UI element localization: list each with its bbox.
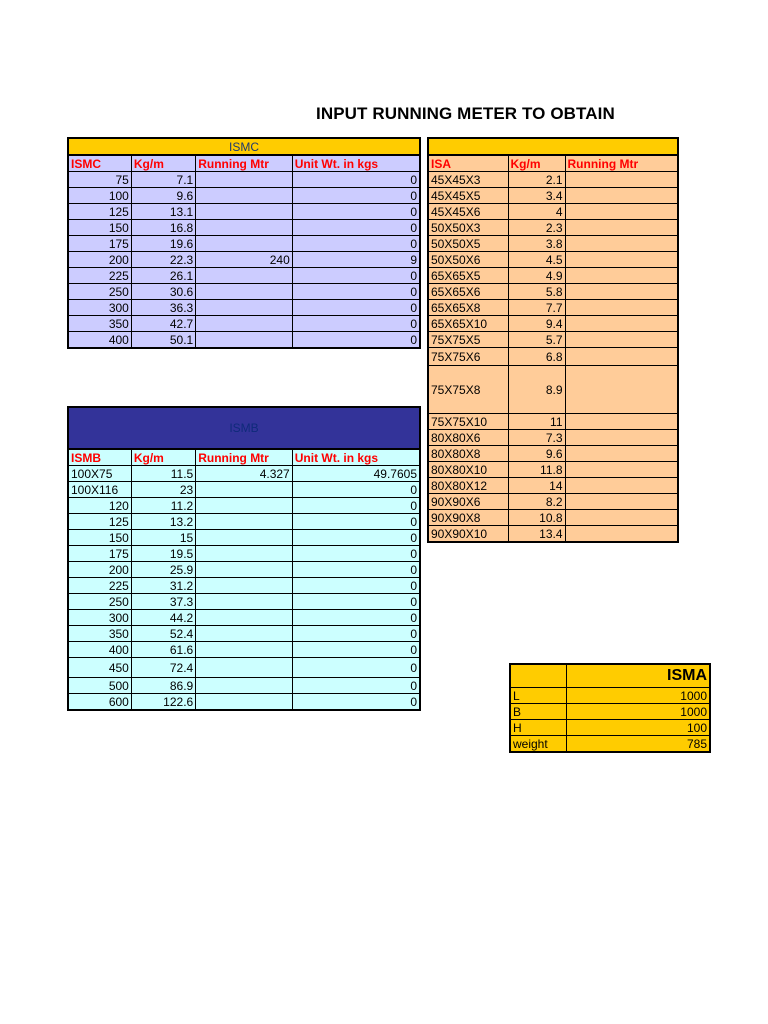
- ismb-cell: 19.5: [131, 546, 195, 562]
- isa-banner: [428, 138, 678, 155]
- isa-cell: 75X75X6: [428, 348, 508, 366]
- isa-row: [428, 446, 678, 462]
- ismc-cell: 36.3: [131, 300, 195, 316]
- ismb-cell[interactable]: [196, 498, 293, 514]
- ismb-banner-row: [68, 407, 420, 449]
- isa-row: [428, 414, 678, 430]
- ismc-cell[interactable]: [196, 220, 293, 236]
- ismb-row: [68, 694, 420, 711]
- isa-cell: 4: [508, 204, 565, 220]
- ismc-cell: 9.6: [131, 188, 195, 204]
- ismb-cell: 52.4: [131, 626, 195, 642]
- isa-cell: 90X90X8: [428, 510, 508, 526]
- ismb-cell: 0: [292, 562, 420, 578]
- isa-cell: 5.8: [508, 284, 565, 300]
- isa-cell: 65X65X8: [428, 300, 508, 316]
- ismb-cell: 0: [292, 530, 420, 546]
- isa-row: [428, 478, 678, 494]
- isa-row: [428, 462, 678, 478]
- isa-banner-row: [428, 138, 678, 155]
- ismb-row: [68, 642, 420, 658]
- ismc-header-row: [68, 155, 420, 172]
- ismb-cell[interactable]: [196, 594, 293, 610]
- ismb-cell: 72.4: [131, 658, 195, 678]
- ismb-cell: 15: [131, 530, 195, 546]
- ismb-cell: 100X116: [68, 482, 131, 498]
- ismb-cell: 0: [292, 498, 420, 514]
- isma-cell: L: [510, 688, 566, 704]
- ismb-cell: 450: [68, 658, 131, 678]
- ismc-row: [68, 316, 420, 332]
- ismb-cell: 500: [68, 678, 131, 694]
- isa-cell[interactable]: [565, 220, 678, 236]
- ismb-cell: 0: [292, 514, 420, 530]
- ismb-cell: 200: [68, 562, 131, 578]
- ismb-row: [68, 514, 420, 530]
- ismc-cell[interactable]: [196, 268, 293, 284]
- isma-cell: H: [510, 720, 566, 736]
- isa-cell: 10.8: [508, 510, 565, 526]
- ismb-cell: 0: [292, 678, 420, 694]
- ismb-cell: 0: [292, 482, 420, 498]
- isa-row: [428, 268, 678, 284]
- isa-cell[interactable]: [565, 366, 678, 414]
- ismc-banner-row: [68, 138, 420, 155]
- ismb-cell[interactable]: [196, 658, 293, 678]
- isma-cell: weight: [510, 736, 566, 753]
- isa-cell[interactable]: [565, 526, 678, 543]
- isa-cell: 50X50X6: [428, 252, 508, 268]
- ismb-row: [68, 658, 420, 678]
- ismc-row: [68, 284, 420, 300]
- isa-row: [428, 526, 678, 543]
- ismb-row: [68, 498, 420, 514]
- ismb-banner: ISMB: [68, 407, 420, 449]
- isma-row: [510, 704, 710, 720]
- ismb-cell[interactable]: [196, 546, 293, 562]
- isa-cell: 65X65X6: [428, 284, 508, 300]
- isa-cell: 13.4: [508, 526, 565, 543]
- ismc-table: [67, 137, 421, 349]
- ismb-cell: 25.9: [131, 562, 195, 578]
- isa-row: [428, 494, 678, 510]
- ismb-cell[interactable]: [196, 678, 293, 694]
- isa-cell: 2.3: [508, 220, 565, 236]
- isa-cell: 80X80X8: [428, 446, 508, 462]
- isa-cell: 65X65X10: [428, 316, 508, 332]
- isma-row: [510, 688, 710, 704]
- ismc-cell: 300: [68, 300, 131, 316]
- isa-cell: 9.4: [508, 316, 565, 332]
- ismc-cell: 400: [68, 332, 131, 349]
- ismc-cell: 200: [68, 252, 131, 268]
- ismb-header-cell: Unit Wt. in kgs: [292, 449, 420, 466]
- isa-row: [428, 430, 678, 446]
- ismc-cell: 0: [292, 188, 420, 204]
- isa-cell: 4.9: [508, 268, 565, 284]
- ismc-cell: 125: [68, 204, 131, 220]
- isa-cell[interactable]: [565, 268, 678, 284]
- ismc-header-cell: ISMC: [68, 155, 131, 172]
- isa-row: [428, 252, 678, 268]
- ismb-header-cell: Kg/m: [131, 449, 195, 466]
- isa-cell[interactable]: [565, 252, 678, 268]
- isa-cell: 45X45X6: [428, 204, 508, 220]
- isa-cell: 9.6: [508, 446, 565, 462]
- ismc-cell: 7.1: [131, 172, 195, 188]
- ismc-cell: 9: [292, 252, 420, 268]
- isa-cell: 80X80X10: [428, 462, 508, 478]
- page-title: INPUT RUNNING METER TO OBTAIN: [316, 104, 615, 123]
- isa-row: [428, 300, 678, 316]
- isa-cell: 80X80X12: [428, 478, 508, 494]
- isma-title-row: [510, 664, 710, 688]
- ismb-cell: 175: [68, 546, 131, 562]
- isa-cell: 75X75X10: [428, 414, 508, 430]
- isma-row: [510, 720, 710, 736]
- isma-cell: 1000: [566, 688, 710, 704]
- isa-cell: 7.3: [508, 430, 565, 446]
- isa-cell: 4.5: [508, 252, 565, 268]
- isma-cell: 1000: [566, 704, 710, 720]
- isa-cell[interactable]: [565, 462, 678, 478]
- ismb-row: [68, 578, 420, 594]
- ismc-cell[interactable]: [196, 236, 293, 252]
- ismb-cell: 0: [292, 594, 420, 610]
- ismb-header-row: [68, 449, 420, 466]
- ismb-cell: 0: [292, 610, 420, 626]
- isa-cell: 14: [508, 478, 565, 494]
- isa-row: [428, 332, 678, 348]
- ismb-cell: 100X75: [68, 466, 131, 482]
- ismb-row: [68, 530, 420, 546]
- ismb-cell: 300: [68, 610, 131, 626]
- isa-cell[interactable]: [565, 300, 678, 316]
- isa-row: [428, 284, 678, 300]
- ismc-cell[interactable]: [196, 284, 293, 300]
- ismc-cell: 350: [68, 316, 131, 332]
- ismc-cell: 225: [68, 268, 131, 284]
- ismc-cell: 75: [68, 172, 131, 188]
- ismc-row: [68, 268, 420, 284]
- ismb-cell: 0: [292, 546, 420, 562]
- ismb-cell: 61.6: [131, 642, 195, 658]
- ismc-cell[interactable]: [196, 300, 293, 316]
- ismb-row: [68, 678, 420, 694]
- ismc-cell: 42.7: [131, 316, 195, 332]
- isa-cell: 75X75X8: [428, 366, 508, 414]
- ismb-cell: 31.2: [131, 578, 195, 594]
- isa-cell: 11.8: [508, 462, 565, 478]
- isa-cell[interactable]: [565, 332, 678, 348]
- isa-cell: 11: [508, 414, 565, 430]
- ismb-cell: 150: [68, 530, 131, 546]
- isa-row: [428, 188, 678, 204]
- ismc-row: [68, 220, 420, 236]
- ismb-row: [68, 626, 420, 642]
- isa-cell: 6.8: [508, 348, 565, 366]
- ismc-cell: 0: [292, 316, 420, 332]
- ismb-cell: 122.6: [131, 694, 195, 711]
- isa-cell[interactable]: [565, 510, 678, 526]
- isa-cell: 75X75X5: [428, 332, 508, 348]
- isa-cell: 90X90X6: [428, 494, 508, 510]
- ismb-cell[interactable]: [196, 530, 293, 546]
- ismc-cell: 0: [292, 268, 420, 284]
- isa-header-cell: Kg/m: [508, 155, 565, 172]
- ismc-cell: 30.6: [131, 284, 195, 300]
- ismb-table: [67, 406, 421, 711]
- isa-cell[interactable]: [565, 494, 678, 510]
- isa-row: [428, 204, 678, 220]
- ismc-row: [68, 252, 420, 268]
- ismc-cell: 100: [68, 188, 131, 204]
- ismb-cell: 13.2: [131, 514, 195, 530]
- ismb-cell: 0: [292, 642, 420, 658]
- ismb-row: [68, 466, 420, 482]
- isa-cell[interactable]: [565, 348, 678, 366]
- isa-cell: 3.4: [508, 188, 565, 204]
- ismb-row: [68, 610, 420, 626]
- ismb-cell: 11.2: [131, 498, 195, 514]
- ismb-header-cell: Running Mtr: [196, 449, 293, 466]
- ismc-row: [68, 300, 420, 316]
- ismc-header-cell: Kg/m: [131, 155, 195, 172]
- isa-cell[interactable]: [565, 284, 678, 300]
- isa-cell: 3.8: [508, 236, 565, 252]
- ismb-cell: 23: [131, 482, 195, 498]
- isa-row: [428, 236, 678, 252]
- isa-cell: 5.7: [508, 332, 565, 348]
- ismc-cell: 0: [292, 204, 420, 220]
- isma-row: [510, 736, 710, 753]
- ismc-cell[interactable]: 240: [196, 252, 293, 268]
- isa-cell[interactable]: [565, 204, 678, 220]
- ismc-cell: 50.1: [131, 332, 195, 349]
- ismb-cell: 350: [68, 626, 131, 642]
- isa-cell: 7.7: [508, 300, 565, 316]
- ismb-cell: 37.3: [131, 594, 195, 610]
- isa-row: [428, 510, 678, 526]
- isma-cell: 100: [566, 720, 710, 736]
- isa-table: [427, 137, 679, 543]
- ismc-cell: 16.8: [131, 220, 195, 236]
- isa-cell: 80X80X6: [428, 430, 508, 446]
- ismb-cell: 120: [68, 498, 131, 514]
- isa-header-row: [428, 155, 678, 172]
- ismb-cell: 0: [292, 658, 420, 678]
- isma-title: ISMA: [566, 664, 710, 688]
- isma-cell: 785: [566, 736, 710, 753]
- isa-cell: 45X45X5: [428, 188, 508, 204]
- ismc-banner: ISMC: [68, 138, 420, 155]
- ismb-cell: 86.9: [131, 678, 195, 694]
- ismb-cell: 600: [68, 694, 131, 711]
- ismc-header-cell: Running Mtr: [196, 155, 293, 172]
- ismb-cell[interactable]: [196, 610, 293, 626]
- ismb-cell: 11.5: [131, 466, 195, 482]
- ismc-cell: 0: [292, 332, 420, 349]
- ismc-cell: 19.6: [131, 236, 195, 252]
- ismc-cell: 0: [292, 284, 420, 300]
- isa-row: [428, 220, 678, 236]
- ismc-cell[interactable]: [196, 188, 293, 204]
- isma-cell: B: [510, 704, 566, 720]
- ismb-cell: 225: [68, 578, 131, 594]
- isa-cell: 2.1: [508, 172, 565, 188]
- ismc-cell[interactable]: [196, 172, 293, 188]
- ismb-row: [68, 594, 420, 610]
- isa-header-cell: ISA: [428, 155, 508, 172]
- ismc-cell[interactable]: [196, 332, 293, 349]
- ismc-cell: 250: [68, 284, 131, 300]
- ismb-header-cell: ISMB: [68, 449, 131, 466]
- isa-cell[interactable]: [565, 446, 678, 462]
- ismc-header-cell: Unit Wt. in kgs: [292, 155, 420, 172]
- ismb-cell: 49.7605: [292, 466, 420, 482]
- ismb-cell[interactable]: [196, 578, 293, 594]
- ismb-row: [68, 482, 420, 498]
- isa-cell[interactable]: [565, 414, 678, 430]
- isa-cell[interactable]: [565, 316, 678, 332]
- ismc-row: [68, 172, 420, 188]
- isa-cell[interactable]: [565, 236, 678, 252]
- ismc-cell[interactable]: [196, 316, 293, 332]
- ismc-cell: 0: [292, 220, 420, 236]
- ismb-cell[interactable]: [196, 694, 293, 711]
- ismc-row: [68, 236, 420, 252]
- ismb-cell[interactable]: [196, 514, 293, 530]
- ismc-cell: 13.1: [131, 204, 195, 220]
- ismb-cell: 400: [68, 642, 131, 658]
- isa-cell: 65X65X5: [428, 268, 508, 284]
- isa-cell[interactable]: [565, 430, 678, 446]
- ismb-cell[interactable]: 4.327: [196, 466, 293, 482]
- ismc-row: [68, 332, 420, 349]
- isa-cell: 8.2: [508, 494, 565, 510]
- ismc-cell: 0: [292, 236, 420, 252]
- ismb-cell: 0: [292, 578, 420, 594]
- isa-cell: 8.9: [508, 366, 565, 414]
- ismc-cell: 26.1: [131, 268, 195, 284]
- ismb-row: [68, 546, 420, 562]
- ismc-row: [68, 188, 420, 204]
- isa-cell[interactable]: [565, 188, 678, 204]
- isa-row: [428, 348, 678, 366]
- ismb-cell: 250: [68, 594, 131, 610]
- ismb-cell[interactable]: [196, 482, 293, 498]
- ismc-cell[interactable]: [196, 204, 293, 220]
- ismc-cell: 0: [292, 172, 420, 188]
- isma-table: [509, 663, 711, 753]
- isa-cell: 90X90X10: [428, 526, 508, 543]
- ismb-cell: 0: [292, 626, 420, 642]
- ismc-cell: 0: [292, 300, 420, 316]
- ismb-cell[interactable]: [196, 626, 293, 642]
- ismb-row: [68, 562, 420, 578]
- isa-cell[interactable]: [565, 478, 678, 494]
- isa-row: [428, 172, 678, 188]
- ismb-cell: 125: [68, 514, 131, 530]
- ismb-cell[interactable]: [196, 642, 293, 658]
- isa-cell: 45X45X3: [428, 172, 508, 188]
- ismb-cell: 0: [292, 694, 420, 711]
- ismc-cell: 175: [68, 236, 131, 252]
- isa-header-cell: Running Mtr: [565, 155, 678, 172]
- isa-row: [428, 316, 678, 332]
- ismb-cell: 44.2: [131, 610, 195, 626]
- isa-cell: 50X50X5: [428, 236, 508, 252]
- isa-row: [428, 366, 678, 414]
- isa-cell[interactable]: [565, 172, 678, 188]
- ismb-cell[interactable]: [196, 562, 293, 578]
- ismc-row: [68, 204, 420, 220]
- isa-cell: 50X50X3: [428, 220, 508, 236]
- ismc-cell: 150: [68, 220, 131, 236]
- ismc-cell: 22.3: [131, 252, 195, 268]
- isma-title-spacer: [510, 664, 566, 688]
